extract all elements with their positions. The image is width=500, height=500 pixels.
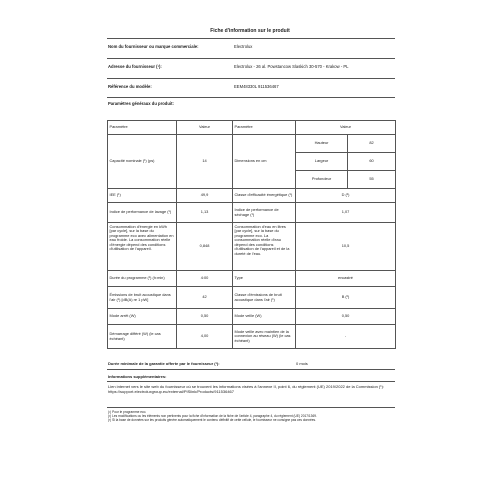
address-label: Adresse du fournisseur (¹): <box>108 64 162 69</box>
delay-start-value: 4,00 <box>177 325 233 349</box>
duration-value: 4:00 <box>177 271 233 287</box>
type-label: Type <box>233 271 296 287</box>
capacity-value: 14 <box>177 135 233 189</box>
height-label: Hauteur <box>296 135 348 153</box>
guarantee-label: Durée minimale de la garantie offerte par le fournisseur (¹): <box>108 361 220 366</box>
standby-value: 0,50 <box>296 309 396 325</box>
iee-label: IEE (¹) <box>108 189 177 203</box>
energy-class-label: Classe d'efficacité énergétique (¹) <box>233 189 296 203</box>
divider <box>107 78 395 79</box>
table-row <box>108 189 396 203</box>
additional-info-label: Informations supplémentaires: <box>108 374 167 379</box>
table-row <box>108 223 396 271</box>
additional-info-text: Lien internet vers le site web du fournisseur où se trouvent les informations visées à l'annexe II, point 6, du règlement (UE) 2019/2022 de la Commission (¹): https://support.electroluxgroup.eu/external/PISlink/Products/911536467 <box>108 384 385 394</box>
depth-label: Profondeur <box>296 171 348 189</box>
cleaning-index-value: 1,13 <box>177 203 233 223</box>
energy-class-value: D (²) <box>296 189 396 203</box>
type-value: encastré <box>296 271 396 287</box>
table-row <box>108 325 396 349</box>
table-row <box>108 287 396 309</box>
table-row <box>108 309 396 325</box>
header-value: Valeur <box>296 121 396 135</box>
divider <box>107 38 395 39</box>
capacity-label: Capacité nominale (¹) (ps) <box>108 135 177 189</box>
table-header-row <box>108 121 396 135</box>
footnotes <box>108 410 395 423</box>
address-value: Electrolux - 26 al. Powstancow Slaskich 30-570 - Krakow - PL <box>234 64 349 69</box>
networked-standby-value: - <box>296 325 396 349</box>
footnote-1: (¹) Pour le programme eco. <box>108 410 147 414</box>
width-label: Largeur <box>296 153 348 171</box>
guarantee-value: 0 mois <box>296 361 308 366</box>
water-consumption-value: 10,5 <box>296 223 396 271</box>
footnote-2: (²) Les modifications ou les éléments non pertinents pour la fiche d'information de la fiche de l'article 4, paragraphe 4, du règlement (UE) 2017/1369. <box>108 414 317 419</box>
supplier-value: Electrolux <box>234 44 253 49</box>
header-value: Valeur <box>177 121 233 135</box>
water-consumption-label: Consommation d'eau en litres [par cycle], sur la base du programme eco. La consommation réelle d'eau dépend des conditions d'utilisation de l'appareil et de la dureté de l'eau. <box>233 223 296 271</box>
energy-consumption-label: Consommation d'énergie en kWh [par cycle], sur la base du programme eco avec alimentation en eau froide. La consommation réelle d'énergie dépend des conditions d'utilisation de l'appareil. <box>108 223 177 271</box>
dimensions-label: Dimensions en cm <box>233 135 296 189</box>
footnote-3: (³) Si la base de données sur les produits génère automatiquement le contenu définitif de cette cellule, le fournisseur ne consigne pas ces données. <box>108 418 317 423</box>
depth-value: 55 <box>348 171 396 189</box>
width-value: 60 <box>348 153 396 171</box>
noise-value: 42 <box>177 287 233 309</box>
model-value: EEM48330L 911536467 <box>234 84 279 89</box>
drying-index-label: Indice de performance de séchage (¹) <box>233 203 296 223</box>
standby-label: Mode veille (W) <box>233 309 296 325</box>
off-mode-value: 0,50 <box>177 309 233 325</box>
divider <box>107 407 395 408</box>
duration-label: Durée du programme (¹) (h:min) <box>108 271 177 287</box>
header-parameter: Paramètre <box>108 121 177 135</box>
divider <box>107 97 395 98</box>
model-label: Référence du modèle: <box>108 84 152 89</box>
noise-class-label: Classe d'émissions de bruit acoustique dans l'air (¹) <box>233 287 296 309</box>
page-title: Fiche d'information sur le produit <box>210 28 290 34</box>
table-row <box>108 271 396 287</box>
header-parameter: Paramètre <box>233 121 296 135</box>
noise-label: Émissions de bruit acoustique dans l'air (¹) [dB(A) re 1 pW] <box>108 287 177 309</box>
off-mode-label: Mode arrêt (W) <box>108 309 177 325</box>
params-heading: Paramètres généraux du produit: <box>108 101 174 106</box>
divider <box>107 58 395 59</box>
divider <box>107 381 395 382</box>
divider <box>107 369 395 370</box>
noise-class-value: B (²) <box>296 287 396 309</box>
cleaning-index-label: Indice de performance de lavage (¹) <box>108 203 177 223</box>
drying-index-value: 1,07 <box>296 203 396 223</box>
energy-consumption-value: 0,848 <box>177 223 233 271</box>
height-value: 82 <box>348 135 396 153</box>
iee-value: 49,9 <box>177 189 233 203</box>
networked-standby-label: Mode veille avec maintien de la connexion au réseau (W) (le cas échéant) <box>233 325 296 349</box>
table-row <box>108 203 396 223</box>
delay-start-label: Démarrage différé (W) (le cas échéant) <box>108 325 177 349</box>
table-row <box>108 135 396 153</box>
product-parameters-table <box>107 120 396 349</box>
supplier-label: Nom du fournisseur ou marque commerciale: <box>108 44 199 49</box>
